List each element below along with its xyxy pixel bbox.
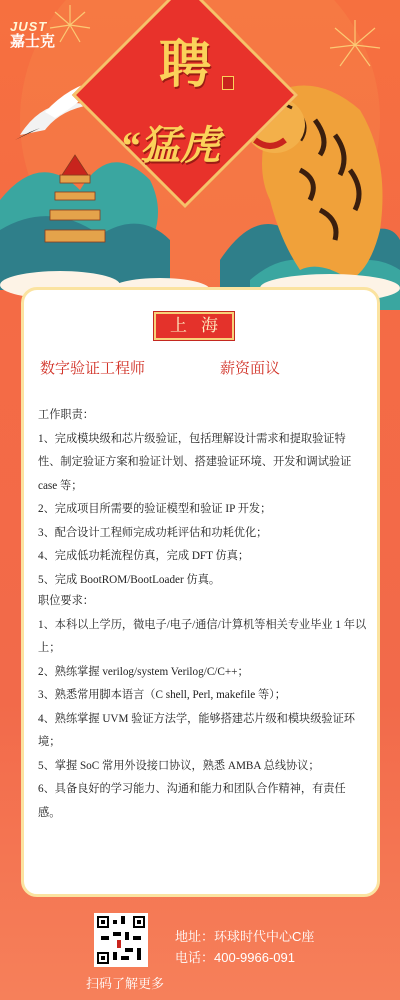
qr-caption: 扫码了解更多 bbox=[85, 976, 164, 991]
list-item: 5、掌握 SoC 常用外设接口协议，熟悉 AMBA 总线协议； bbox=[38, 759, 320, 772]
duties-heading: 工作职责： bbox=[38, 409, 94, 421]
qr-code[interactable] bbox=[94, 913, 148, 967]
banner-title: 聘 bbox=[158, 37, 211, 94]
brand-logo bbox=[10, 20, 55, 50]
seal-stamp bbox=[222, 76, 234, 90]
brand-name-en: JUST bbox=[10, 19, 48, 34]
qr-code-icon bbox=[97, 916, 145, 964]
banner-subtitle: “猛虎 bbox=[120, 123, 220, 168]
list-item: 2、完成项目所需要的验证模型和验证 IP 开发； bbox=[38, 503, 272, 515]
list-item: 1、完成模块级和芯片级验证，包括理解设计需求和提取验证特性、制定验证方案和验证计划、搭建验证环境、开发和调试验证 case 等； bbox=[38, 432, 352, 492]
list-item: 4、完成低功耗流程仿真，完成 DFT 仿真； bbox=[38, 550, 250, 562]
phone-text: 电话：400-9966-091 bbox=[175, 950, 295, 965]
requirements-heading: 职位要求： bbox=[38, 595, 94, 607]
list-item: 2、熟练掌握 verilog/system Verilog/C/C++； bbox=[38, 665, 249, 678]
list-item: 5、完成 BootROM/BootLoader 仿真。 bbox=[38, 573, 221, 586]
list-item: 3、熟悉常用脚本语言（C shell, Perl, makefile 等）； bbox=[38, 689, 286, 701]
list-item: 1、本科以上学历，微电子/电子/通信/计算机等相关专业毕业 1 年以上； bbox=[38, 618, 367, 654]
requirements-section bbox=[38, 590, 368, 825]
brand-name-cn: 嘉士克 bbox=[10, 33, 56, 50]
salary-label: 薪资面议 bbox=[220, 361, 281, 377]
job-title: 数字验证工程师 bbox=[40, 361, 146, 377]
list-item: 6、具备良好的学习能力、沟通和能力和团队合作精神，有责任感。 bbox=[38, 783, 346, 819]
location-tag: 上海 bbox=[154, 312, 234, 340]
list-item: 4、熟练掌握 UVM 验证方法学，能够搭建芯片级和模块级验证环境； bbox=[38, 712, 355, 748]
list-item: 3、配合设计工程师完成功耗评估和功耗优化； bbox=[38, 526, 268, 539]
address-text: 地址：环球时代中心C座 bbox=[175, 929, 315, 944]
duties-section bbox=[38, 404, 368, 592]
